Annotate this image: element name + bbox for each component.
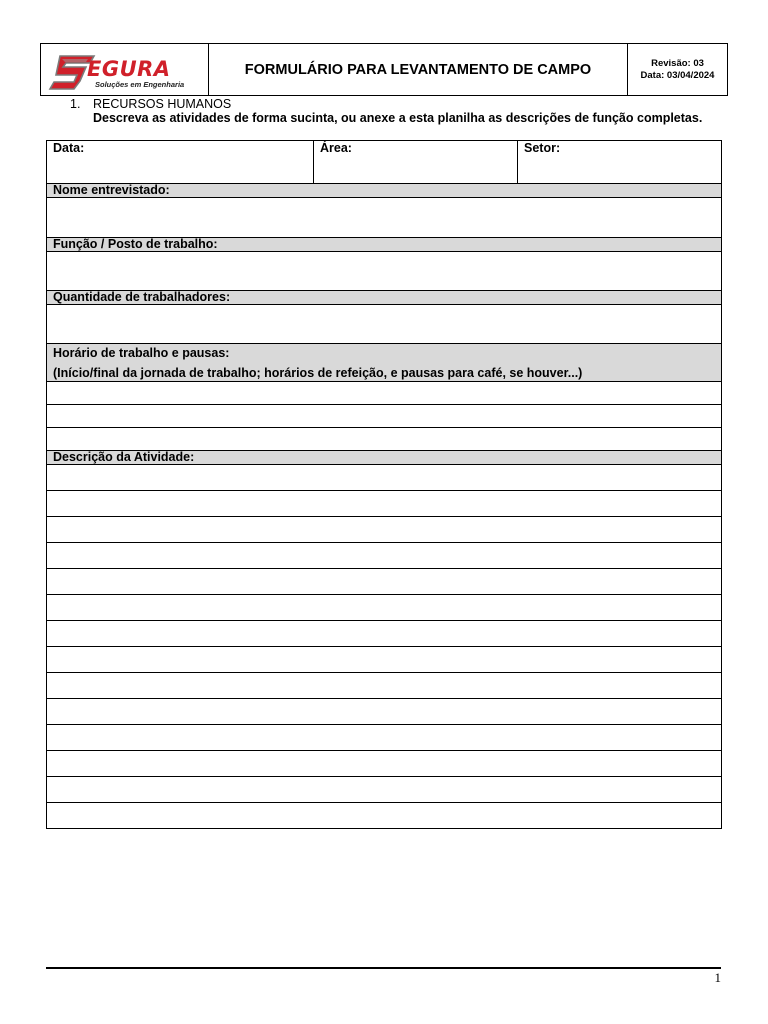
horario-line[interactable]	[47, 428, 722, 451]
descricao-label: Descrição da Atividade:	[47, 451, 722, 465]
footer-rule	[46, 967, 721, 969]
horario-label-cell	[47, 344, 722, 382]
section-number: 1.	[70, 97, 81, 111]
descricao-line[interactable]	[47, 725, 722, 751]
quantidade-label: Quantidade de trabalhadores:	[47, 291, 722, 305]
revision-number: Revisão: 03	[651, 57, 704, 69]
data-field[interactable]	[47, 141, 314, 184]
nome-entrevistado-label: Nome entrevistado:	[47, 184, 722, 198]
descricao-line[interactable]	[47, 777, 722, 803]
data-field-label: Data:	[53, 141, 85, 155]
logo-wordmark: EGURA	[87, 57, 171, 81]
descricao-line[interactable]	[47, 517, 722, 543]
section-title: RECURSOS HUMANOS	[93, 97, 232, 111]
table-row	[47, 141, 722, 184]
descricao-line[interactable]	[47, 543, 722, 569]
survey-form-table	[46, 140, 722, 829]
document-header	[40, 43, 728, 96]
descricao-line[interactable]	[47, 595, 722, 621]
descricao-line[interactable]	[47, 647, 722, 673]
descricao-line[interactable]	[47, 491, 722, 517]
descricao-line[interactable]	[47, 621, 722, 647]
setor-field-label: Setor:	[524, 141, 561, 155]
area-field-label: Área:	[320, 141, 352, 155]
area-field[interactable]	[314, 141, 518, 184]
descricao-line[interactable]	[47, 803, 722, 829]
horario-line[interactable]	[47, 405, 722, 428]
setor-field[interactable]	[518, 141, 722, 184]
quantidade-field[interactable]	[47, 305, 722, 344]
funcao-label: Função / Posto de trabalho:	[47, 238, 722, 252]
nome-entrevistado-field[interactable]	[47, 198, 722, 238]
horario-hint: (Início/final da jornada de trabalho; horários de refeição, e pausas para café, se houver...)	[53, 366, 583, 380]
descricao-line[interactable]	[47, 673, 722, 699]
descricao-line[interactable]	[47, 465, 722, 491]
descricao-line[interactable]	[47, 569, 722, 595]
revision-box	[628, 44, 727, 95]
descricao-line[interactable]	[47, 699, 722, 725]
horario-label: Horário de trabalho e pausas:	[53, 346, 230, 360]
form-title: FORMULÁRIO PARA LEVANTAMENTO DE CAMPO	[209, 44, 628, 95]
section-heading	[70, 97, 702, 125]
funcao-field[interactable]	[47, 252, 722, 291]
descricao-line[interactable]	[47, 751, 722, 777]
page-number: 1	[714, 970, 721, 985]
horario-line[interactable]	[47, 382, 722, 405]
logo-tagline: Soluções em Engenharia	[95, 80, 185, 89]
section-instructions: Descreva as atividades de forma sucinta, ou anexe a esta planilha as descrições de função completas.	[93, 111, 703, 125]
company-logo	[41, 44, 209, 95]
revision-date: Data: 03/04/2024	[640, 69, 715, 81]
